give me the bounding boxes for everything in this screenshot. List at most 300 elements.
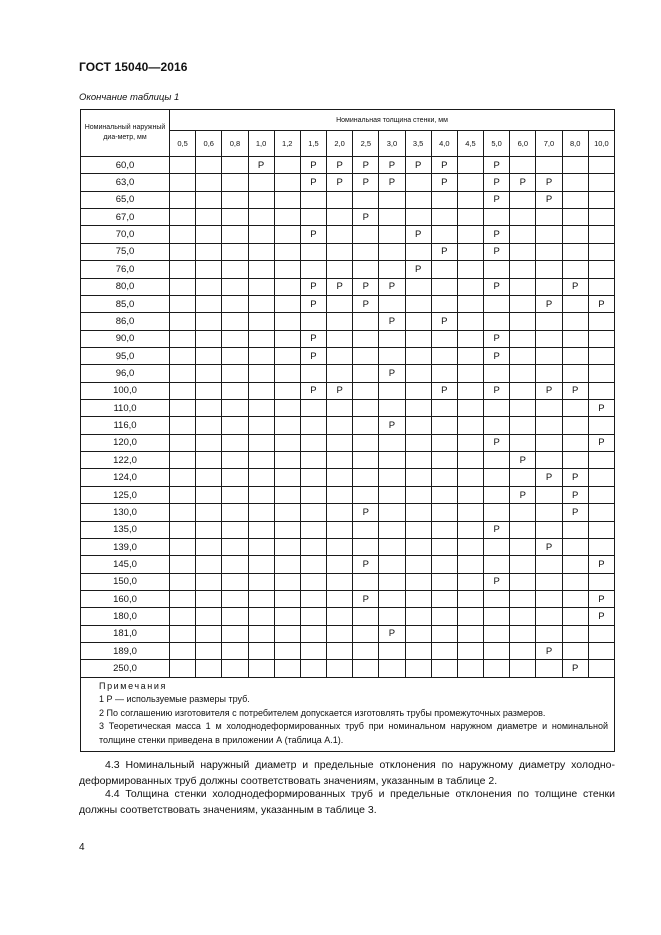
- diameter-cell: 180,0: [81, 608, 170, 625]
- size-cell: [431, 538, 457, 555]
- size-cell: [222, 504, 248, 521]
- size-cell: [248, 226, 274, 243]
- size-cell: [222, 452, 248, 469]
- size-cell: Р: [484, 573, 510, 590]
- size-cell: [536, 226, 562, 243]
- size-cell: [379, 434, 405, 451]
- table-row: [81, 452, 615, 469]
- table-row: [81, 261, 615, 278]
- size-cell: [170, 486, 196, 503]
- size-cell: [300, 538, 326, 555]
- thickness-header-cell: 3,0: [379, 131, 405, 157]
- paragraph-4-4: 4.4 Толщина стенки холоднодеформированных труб и предельные отклонения по толщине стенки должны соответствовать значениям, указанным в таблице 3.: [79, 788, 615, 816]
- size-cell: Р: [484, 347, 510, 364]
- size-cell: [431, 486, 457, 503]
- size-cell: [431, 295, 457, 312]
- size-cell: Р: [300, 157, 326, 174]
- size-cell: [405, 278, 431, 295]
- size-cell: [588, 365, 614, 382]
- size-cell: [170, 434, 196, 451]
- size-cell: [274, 469, 300, 486]
- size-cell: [222, 382, 248, 399]
- size-cell: Р: [379, 365, 405, 382]
- size-cell: [300, 625, 326, 642]
- size-cell: Р: [300, 278, 326, 295]
- diameter-cell: 96,0: [81, 365, 170, 382]
- size-cell: [353, 243, 379, 260]
- size-cell: [405, 590, 431, 607]
- size-cell: [562, 243, 588, 260]
- size-cell: [248, 556, 274, 573]
- size-cell: [405, 556, 431, 573]
- size-cell: Р: [379, 625, 405, 642]
- size-cell: [222, 209, 248, 226]
- size-cell: [431, 417, 457, 434]
- size-cell: Р: [484, 278, 510, 295]
- size-cell: [196, 330, 222, 347]
- size-cell: Р: [353, 157, 379, 174]
- diameter-cell: 189,0: [81, 643, 170, 660]
- size-cell: [327, 434, 353, 451]
- size-cell: [248, 330, 274, 347]
- size-cell: [484, 538, 510, 555]
- size-cell: [431, 452, 457, 469]
- table-row: [81, 157, 615, 174]
- size-cell: Р: [379, 417, 405, 434]
- size-cell: [353, 486, 379, 503]
- size-cell: [405, 417, 431, 434]
- size-cell: [274, 295, 300, 312]
- size-cell: [327, 347, 353, 364]
- size-cell: Р: [588, 556, 614, 573]
- size-cell: [196, 538, 222, 555]
- size-cell: [484, 313, 510, 330]
- size-cell: [562, 295, 588, 312]
- size-cell: [170, 365, 196, 382]
- size-cell: [379, 573, 405, 590]
- size-cell: [170, 660, 196, 677]
- thickness-header-cell: 3,5: [405, 131, 431, 157]
- size-cell: [353, 608, 379, 625]
- size-cell: Р: [588, 590, 614, 607]
- size-cell: [457, 625, 483, 642]
- size-cell: [405, 469, 431, 486]
- size-cell: [562, 573, 588, 590]
- size-cell: [300, 556, 326, 573]
- size-cell: [484, 608, 510, 625]
- thickness-header-cell: 0,8: [222, 131, 248, 157]
- table-row: [81, 573, 615, 590]
- size-cell: Р: [510, 452, 536, 469]
- size-cell: [562, 261, 588, 278]
- size-cell: [196, 157, 222, 174]
- size-cell: [431, 191, 457, 208]
- size-cell: [457, 226, 483, 243]
- size-cell: [536, 608, 562, 625]
- size-cell: [510, 625, 536, 642]
- size-cell: [274, 209, 300, 226]
- size-cell: [170, 469, 196, 486]
- size-cell: [274, 556, 300, 573]
- size-cell: [431, 347, 457, 364]
- size-cell: [327, 660, 353, 677]
- size-cell: [379, 295, 405, 312]
- size-cell: [484, 261, 510, 278]
- size-cell: [196, 573, 222, 590]
- size-cell: [457, 452, 483, 469]
- size-cell: [274, 313, 300, 330]
- size-cell: [300, 521, 326, 538]
- size-cell: Р: [353, 504, 379, 521]
- table-row: [81, 400, 615, 417]
- size-cell: [405, 330, 431, 347]
- size-cell: [248, 521, 274, 538]
- size-cell: [170, 521, 196, 538]
- size-cell: [536, 209, 562, 226]
- size-cell: [588, 347, 614, 364]
- size-cell: [484, 452, 510, 469]
- paragraph-4-3: 4.3 Номинальный наружный диаметр и предельные отклонения по наружному диаметру холодно-деформированных труб должны соответствовать значениям, указанным в таблице 2.: [79, 759, 615, 787]
- size-cell: [196, 469, 222, 486]
- size-cell: [562, 313, 588, 330]
- thickness-header-cell: 1,0: [248, 131, 274, 157]
- size-cell: [431, 278, 457, 295]
- size-cell: [300, 643, 326, 660]
- size-cell: [222, 608, 248, 625]
- size-cell: [274, 278, 300, 295]
- table-row: [81, 590, 615, 607]
- size-cell: Р: [484, 243, 510, 260]
- size-cell: Р: [379, 313, 405, 330]
- size-cell: [562, 452, 588, 469]
- thickness-header-cell: 1,2: [274, 131, 300, 157]
- diameter-cell: 60,0: [81, 157, 170, 174]
- size-cell: [222, 226, 248, 243]
- size-cell: [536, 243, 562, 260]
- size-cell: [431, 556, 457, 573]
- size-cell: [457, 313, 483, 330]
- size-cell: [562, 625, 588, 642]
- size-cell: [300, 573, 326, 590]
- size-cell: [536, 330, 562, 347]
- size-cell: [353, 330, 379, 347]
- size-cell: Р: [300, 174, 326, 191]
- table-row: [81, 347, 615, 364]
- size-cell: [457, 417, 483, 434]
- size-cell: [431, 625, 457, 642]
- size-cell: [588, 157, 614, 174]
- table-caption: Окончание таблицы 1: [79, 92, 180, 103]
- size-cell: [431, 573, 457, 590]
- diameter-cell: 145,0: [81, 556, 170, 573]
- size-cell: [196, 590, 222, 607]
- size-cell: Р: [510, 486, 536, 503]
- size-cell: Р: [562, 504, 588, 521]
- notes-cell: [81, 677, 615, 752]
- size-cell: [222, 243, 248, 260]
- size-cell: [353, 521, 379, 538]
- size-cell: [327, 538, 353, 555]
- size-cell: [170, 243, 196, 260]
- size-cell: [300, 400, 326, 417]
- table-row: [81, 434, 615, 451]
- thickness-header-cell: 2,0: [327, 131, 353, 157]
- diameter-cell: 90,0: [81, 330, 170, 347]
- size-cell: [510, 573, 536, 590]
- size-cell: [353, 417, 379, 434]
- standard-header: ГОСТ 15040—2016: [79, 60, 188, 74]
- thickness-header-cell: 2,5: [353, 131, 379, 157]
- size-cell: [300, 191, 326, 208]
- size-cell: Р: [562, 486, 588, 503]
- size-cell: Р: [353, 209, 379, 226]
- diameter-cell: 63,0: [81, 174, 170, 191]
- size-cell: [196, 347, 222, 364]
- size-cell: [510, 643, 536, 660]
- size-cell: [274, 521, 300, 538]
- diameter-cell: 100,0: [81, 382, 170, 399]
- diameter-cell: 95,0: [81, 347, 170, 364]
- size-cell: [510, 157, 536, 174]
- size-cell: [222, 295, 248, 312]
- size-cell: [510, 209, 536, 226]
- size-cell: [562, 590, 588, 607]
- size-cell: [274, 400, 300, 417]
- size-cell: [457, 330, 483, 347]
- diameter-cell: 250,0: [81, 660, 170, 677]
- size-cell: [170, 261, 196, 278]
- size-cell: Р: [431, 157, 457, 174]
- size-cell: [274, 608, 300, 625]
- size-cell: [170, 226, 196, 243]
- size-cell: [536, 590, 562, 607]
- size-cell: [562, 521, 588, 538]
- size-cell: [457, 278, 483, 295]
- size-cell: [484, 590, 510, 607]
- size-cell: [510, 347, 536, 364]
- size-cell: [300, 243, 326, 260]
- size-cell: Р: [327, 382, 353, 399]
- size-cell: [457, 434, 483, 451]
- size-cell: [457, 157, 483, 174]
- size-cell: [562, 330, 588, 347]
- size-cell: [300, 452, 326, 469]
- size-cell: Р: [300, 330, 326, 347]
- size-cell: [248, 452, 274, 469]
- size-cell: [248, 400, 274, 417]
- size-cell: [196, 313, 222, 330]
- table-row: [81, 608, 615, 625]
- size-cell: [222, 469, 248, 486]
- diameter-cell: 67,0: [81, 209, 170, 226]
- size-cell: [379, 382, 405, 399]
- diameter-cell: 135,0: [81, 521, 170, 538]
- size-cell: [222, 313, 248, 330]
- size-cell: [536, 452, 562, 469]
- size-cell: [222, 590, 248, 607]
- size-cell: [196, 365, 222, 382]
- size-cell: [196, 278, 222, 295]
- size-cell: Р: [536, 643, 562, 660]
- size-cell: [536, 660, 562, 677]
- table-row: [81, 209, 615, 226]
- size-cell: [510, 243, 536, 260]
- size-cell: [431, 590, 457, 607]
- size-cell: [431, 504, 457, 521]
- size-cell: [327, 243, 353, 260]
- size-cell: [170, 538, 196, 555]
- size-cell: [379, 660, 405, 677]
- diameter-cell: 130,0: [81, 504, 170, 521]
- size-cell: Р: [248, 157, 274, 174]
- size-cell: [170, 452, 196, 469]
- table-row: [81, 313, 615, 330]
- diameter-cell: 150,0: [81, 573, 170, 590]
- size-cell: [562, 417, 588, 434]
- size-cell: [588, 521, 614, 538]
- size-cell: [248, 608, 274, 625]
- size-cell: [405, 191, 431, 208]
- size-cell: [510, 278, 536, 295]
- thickness-group-header: Номинальная толщина стенки, мм: [170, 110, 615, 131]
- size-cell: [405, 365, 431, 382]
- thickness-header-cell: 7,0: [536, 131, 562, 157]
- size-cell: Р: [405, 226, 431, 243]
- size-cell: [274, 191, 300, 208]
- size-cell: [510, 191, 536, 208]
- size-cell: [274, 573, 300, 590]
- size-cell: Р: [484, 521, 510, 538]
- size-cell: [510, 417, 536, 434]
- diameter-cell: 65,0: [81, 191, 170, 208]
- size-cell: [431, 434, 457, 451]
- size-cell: [457, 382, 483, 399]
- table-row: [81, 643, 615, 660]
- size-cell: [196, 643, 222, 660]
- size-cell: [431, 330, 457, 347]
- size-cell: [536, 347, 562, 364]
- size-cell: [274, 330, 300, 347]
- size-cell: [405, 538, 431, 555]
- size-cell: [484, 643, 510, 660]
- thickness-header-cell: 0,5: [170, 131, 196, 157]
- size-cell: [300, 590, 326, 607]
- size-cell: Р: [405, 261, 431, 278]
- size-cell: [222, 191, 248, 208]
- size-cell: [170, 417, 196, 434]
- size-cell: [327, 590, 353, 607]
- size-cell: Р: [484, 157, 510, 174]
- size-cell: [170, 608, 196, 625]
- size-cell: [457, 660, 483, 677]
- table-body: [81, 157, 615, 752]
- size-cell: [588, 625, 614, 642]
- size-cell: [274, 365, 300, 382]
- size-cell: [170, 174, 196, 191]
- size-cell: [536, 504, 562, 521]
- size-cell: [248, 174, 274, 191]
- size-cell: Р: [431, 313, 457, 330]
- size-cell: Р: [300, 295, 326, 312]
- size-cell: [196, 209, 222, 226]
- size-cell: [457, 469, 483, 486]
- size-cell: [484, 209, 510, 226]
- size-cell: [405, 313, 431, 330]
- size-cell: [274, 660, 300, 677]
- size-cell: [222, 625, 248, 642]
- table-row: [81, 243, 615, 260]
- table-row: [81, 382, 615, 399]
- size-cell: [170, 382, 196, 399]
- size-cell: [222, 521, 248, 538]
- size-cell: [274, 504, 300, 521]
- size-cell: [196, 417, 222, 434]
- size-cell: Р: [536, 382, 562, 399]
- size-cell: Р: [327, 174, 353, 191]
- sizes-table: [80, 109, 615, 752]
- size-cell: [510, 400, 536, 417]
- size-cell: [405, 400, 431, 417]
- size-cell: [274, 434, 300, 451]
- diameter-column-header: Номинальный наружный диа-метр, мм: [81, 110, 170, 157]
- size-cell: [327, 313, 353, 330]
- size-cell: [405, 243, 431, 260]
- size-cell: Р: [379, 157, 405, 174]
- size-cell: [588, 486, 614, 503]
- size-cell: [196, 625, 222, 642]
- table-row: [81, 538, 615, 555]
- size-cell: [274, 452, 300, 469]
- size-cell: [562, 347, 588, 364]
- size-cell: [562, 191, 588, 208]
- diameter-cell: 139,0: [81, 538, 170, 555]
- size-cell: [327, 209, 353, 226]
- size-cell: [222, 261, 248, 278]
- size-cell: [431, 209, 457, 226]
- size-cell: [405, 174, 431, 191]
- size-cell: [588, 174, 614, 191]
- size-cell: [170, 347, 196, 364]
- size-cell: [588, 452, 614, 469]
- size-cell: [274, 625, 300, 642]
- size-cell: [196, 660, 222, 677]
- size-cell: Р: [405, 157, 431, 174]
- thickness-header-cell: 10,0: [588, 131, 614, 157]
- size-cell: [510, 382, 536, 399]
- size-cell: [327, 191, 353, 208]
- size-cell: [510, 313, 536, 330]
- table-row: [81, 174, 615, 191]
- size-cell: Р: [484, 382, 510, 399]
- size-cell: [588, 538, 614, 555]
- size-cell: Р: [379, 174, 405, 191]
- thickness-header-cell: 5,0: [484, 131, 510, 157]
- size-cell: [379, 330, 405, 347]
- size-cell: Р: [562, 278, 588, 295]
- size-cell: [170, 643, 196, 660]
- size-cell: Р: [300, 226, 326, 243]
- size-cell: [222, 643, 248, 660]
- size-cell: [588, 278, 614, 295]
- size-cell: [457, 400, 483, 417]
- size-cell: [431, 521, 457, 538]
- table-row: [81, 226, 615, 243]
- size-cell: [379, 504, 405, 521]
- size-cell: [170, 209, 196, 226]
- size-cell: [536, 313, 562, 330]
- size-cell: [405, 486, 431, 503]
- size-cell: [379, 191, 405, 208]
